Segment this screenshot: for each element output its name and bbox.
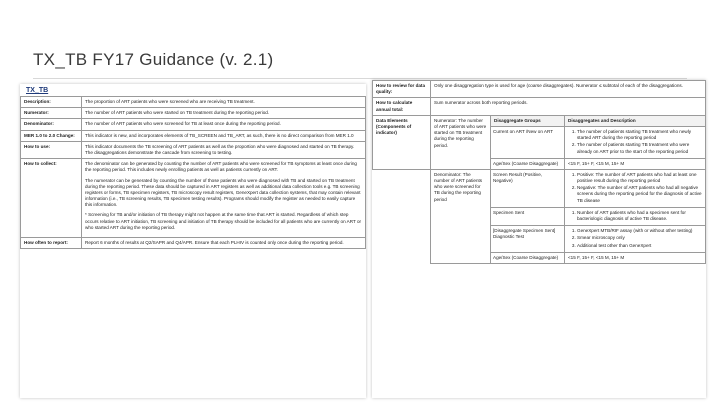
collect-paragraph: * Screening for TB and/or initiation of TB therapy might not happen at the same time that ART is started. Regardless of which step occurs relative to ART initiation, TB screening and initiation of TB therapy should be included for all patients who are currently on ART or who started ART during the reporting period.	[85, 212, 362, 230]
left-document-panel	[20, 84, 366, 398]
list-item: 2. Smear microscopy only	[577, 235, 702, 241]
table-row	[373, 207, 706, 225]
review-text: Only one disaggregation type is used for age (coarse disaggregates). Numerator ≤ subtotal of each of the disaggregations.	[431, 81, 706, 98]
disaggregate-group: Age/Sex (Coarse Disaggregate)	[491, 252, 565, 263]
row-label: How to use:	[21, 141, 82, 158]
table-row	[373, 226, 706, 253]
list-item: 1. Positive: The number of ART patients who had at least one positive result during the reporting period	[577, 172, 702, 184]
table-row	[21, 238, 366, 249]
collect-paragraph: The denominator can be generated by counting the number of ART patients who were screened for TB symptoms at least once during the reporting period. This includes newly enrolling patients as well as patients currently on ART.	[85, 161, 357, 173]
disaggregate-group: [Disaggregate Specimen Sent] Diagnostic Test	[491, 226, 565, 253]
disaggregate-group: Current on ART /New on ART	[491, 126, 565, 158]
disaggregate-group: Specimen Sent	[491, 207, 565, 225]
table-row	[373, 252, 706, 263]
table-row	[21, 159, 366, 238]
row-label: How to collect:	[21, 159, 82, 238]
table-row	[21, 108, 366, 119]
table-row	[373, 81, 706, 98]
table-row	[373, 169, 706, 207]
row-text: The number of ART patients who were screened for TB at least once during the reporting period.	[82, 119, 366, 130]
row-label: Numerator:	[21, 108, 82, 119]
row-label: MER 1.0 to 2.0 Change:	[21, 130, 82, 141]
disaggregate-group: Screen Result (Positive, Negative)	[491, 169, 565, 207]
page-title: TX_TB FY17 Guidance (v. 2.1)	[33, 50, 274, 69]
annual-text: Sum numerator across both reporting periods.	[431, 98, 706, 115]
title-divider	[33, 78, 687, 79]
disaggregate-description	[565, 126, 706, 158]
table-row	[21, 119, 366, 130]
table-row	[21, 141, 366, 158]
disaggregate-description: <15 F, 15+ F, <15 M, 15+ M	[565, 158, 706, 169]
list-item: 3. Additional test other than GeneXpert	[577, 243, 702, 249]
table-row	[373, 98, 706, 115]
list-item: 1. The number of patients starting TB treatment who newly started ART during the reporting period	[577, 129, 702, 141]
disaggregate-description: <15 F, 15+ F, <15 M, 15+ M	[565, 252, 706, 263]
table-row	[21, 97, 366, 108]
numerator-text: Numerator: The number of ART patients who were started on TB treatment during the reporting period.	[431, 115, 491, 169]
list-item: 2. Negative: The number of ART patients who had all negative screens during the reporting period for the diagnosis of active TB disease	[577, 185, 702, 204]
disaggregate-description	[565, 207, 706, 225]
annual-label: How to calculate annual total:	[373, 98, 431, 115]
row-text: This indicator is new, and incorporates elements of TB_SCREEN and TB_ART, as such, there is no direct comparison from MER 1.0	[82, 130, 366, 141]
data-elements-table	[372, 80, 706, 264]
disaggregate-description	[565, 226, 706, 253]
list-item: 1. Number of ART patients who had a specimen sent for bacteriologic diagnosis of active TB disease.	[577, 210, 702, 222]
list-item: 1. GeneXpert MTB/RIF assay (with or without other testing)	[577, 228, 702, 234]
indicator-code: TX_TB	[26, 87, 49, 94]
row-text: Report 6 months of results at Q2/SAPR and Q4/APR. Ensure that each PLHIV is counted only once during the reporting period.	[82, 238, 366, 249]
row-text	[82, 159, 366, 238]
table-row	[373, 115, 706, 126]
indicator-reference-table	[20, 96, 366, 249]
disaggregate-group: Age/Sex (Coarse Disaggregate)	[491, 158, 565, 169]
right-document-panel	[372, 80, 706, 398]
disaggregate-description	[565, 169, 706, 207]
table-row	[21, 130, 366, 141]
collect-paragraph: The numerator can be generated by counting the number of those patients who were diagnosed with TB and started on TB treatment during the reporting period. These data should be captured in ART registers as well as additional data collection tools e.g. TB screening registers or forms, TB specimen registers, TB microscopy result registers, GeneXpert data collection systems, that may contain relevant information (i.e., TB screening results, TB specimen testing results). Programs should modify the register as needed to easily capture this information.	[85, 177, 361, 208]
denominator-text: Denominator: The number of ART patients who were screened for TB during the reporting period	[431, 169, 491, 263]
header-disaggregates-description: Disaggregates and Description	[565, 115, 706, 126]
row-text: This indicator documents the TB screening of ART patients as well as the proportion who were diagnosed and started on TB therapy. The disaggregations demonstrate the cascade from screening to testing.	[82, 141, 366, 158]
review-label: How to review for data quality:	[373, 81, 431, 98]
header-disaggregate-groups: Disaggregate Groups	[491, 115, 565, 126]
row-text: The proportion of ART patients who were screened who are receiving TB treatment.	[82, 97, 366, 108]
row-label: Description:	[21, 97, 82, 108]
row-label: Denominator:	[21, 119, 82, 130]
list-item: 2. The number of patients starting TB treatment who were already on ART prior to the start of the reporting period	[577, 142, 702, 154]
row-label: How often to report:	[21, 238, 82, 249]
row-text: The number of ART patients who were started on TB treatment during the reporting period.	[82, 108, 366, 119]
elements-label: Data Elements (Components of indicator)	[373, 115, 431, 169]
